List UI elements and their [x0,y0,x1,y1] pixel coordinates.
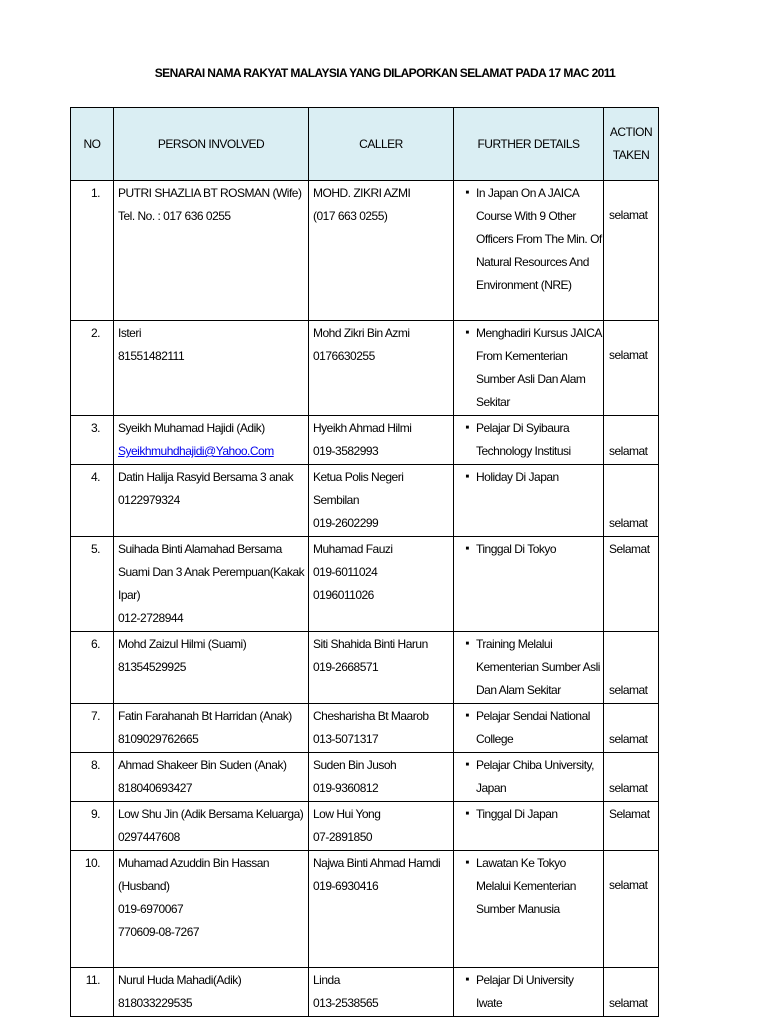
details-cell [454,968,604,1017]
person-name: Mohd Zaizul Hilmi (Suami) [118,637,247,651]
bullet-icon: ■ [465,860,469,866]
person-cell [114,181,309,321]
row-number: 3. [71,416,114,465]
person-cell [114,968,309,1017]
header-caller: CALLER [309,108,454,181]
details-cell [454,632,604,704]
person-cell [114,416,309,465]
details-cell [454,465,604,537]
details-text: Pelajar Di University Iwate [476,973,574,1010]
person-phone: 012-2728944 [118,611,184,625]
header-person: PERSON INVOLVED [114,108,309,181]
details-text: Pelajar Sendai National College [476,709,590,746]
caller-phone: 013-2538565 [313,996,379,1010]
caller-cell [309,181,454,321]
bullet-icon: ■ [465,330,469,336]
person-name: Ahmad Shakeer Bin Suden (Anak) [118,758,287,772]
caller-phone: 019-6011024 [313,565,378,579]
action-cell: selamat [604,851,659,968]
caller-phone: 019-3582993 [313,444,379,458]
table-row [71,416,659,465]
row-number: 7. [71,704,114,753]
row-number: 6. [71,632,114,704]
header-action-line2: TAKEN [612,148,650,162]
person-phone: 81551482111 [118,349,185,363]
person-cell [114,851,309,968]
email-link[interactable]: Syeikhmuhdhajidi@Yahoo.Com [118,444,274,458]
caller-phone: 019-2668571 [313,660,379,674]
details-text: Pelajar Chiba University, Japan [476,758,594,795]
caller-name: Najwa Binti Ahmad Hamdi [313,856,441,870]
action-cell: selamat [604,321,659,416]
action-cell: selamat [604,753,659,802]
person-cell [114,704,309,753]
person-cell [114,537,309,632]
details-text: Training Melalui Kementerian Sumber Asli Dan Alam Sekitar [476,637,600,697]
document-title: SENARAI NAMA RAKYAT MALAYSIA YANG DILAPORKAN SELAMAT PADA 17 MAC 2011 [154,66,616,80]
caller-name: Suden Bin Jusoh [313,758,397,772]
table-row [71,537,659,632]
person-cell [114,632,309,704]
details-text: Lawatan Ke Tokyo Melalui Kementerian Sumber Manusia [476,856,576,916]
details-text: Tinggal Di Japan [476,807,558,821]
caller-phone: 013-5071317 [313,732,379,746]
caller-cell [309,851,454,968]
table-row [71,704,659,753]
row-number: 2. [71,321,114,416]
person-phone: Tel. No. : 017 636 0255 [118,209,231,223]
details-cell [454,851,604,968]
header-action-line1: ACTION [609,125,653,139]
caller-cell [309,321,454,416]
person-name: Nurul Huda Mahadi(Adik) [118,973,242,987]
row-number: 4. [71,465,114,537]
person-name: Datin Halija Rasyid Bersama 3 anak [118,470,294,484]
table-row [71,465,659,537]
person-name: Isteri [118,326,142,340]
details-text: In Japan On A JAICA Course With 9 Other Officers From The Min. Of Natural Resources And Environment (NRE) [476,186,602,292]
details-cell [454,537,604,632]
details-cell [454,753,604,802]
details-cell [454,704,604,753]
person-cell [114,465,309,537]
caller-cell [309,704,454,753]
caller-phone: 0176630255 [313,349,375,363]
row-number: 10. [71,851,114,968]
caller-phone-alt: 0196011026 [313,588,374,602]
caller-cell [309,537,454,632]
caller-cell [309,416,454,465]
person-phone: 81354529925 [118,660,186,674]
caller-name: Siti Shahida Binti Harun [313,637,428,651]
table-row [71,632,659,704]
row-number: 5. [71,537,114,632]
person-name: Low Shu Jin (Adik Bersama Keluarga) [118,807,304,821]
table-row [71,851,659,968]
person-phone: 0122979324 [118,493,180,507]
row-number: 8. [71,753,114,802]
person-phone: 0297447608 [118,830,180,844]
details-cell [454,416,604,465]
bullet-icon: ■ [465,713,469,719]
caller-cell [309,632,454,704]
table-row [71,321,659,416]
caller-phone: 019-9360812 [313,781,379,795]
person-name: Syeikh Muhamad Hajidi (Adik) [118,421,265,435]
caller-phone: 019-6930416 [313,879,379,893]
bullet-icon: ■ [465,762,469,768]
header-details: FURTHER DETAILS [454,108,604,181]
details-text: Holiday Di Japan [476,470,559,484]
details-text: Menghadiri Kursus JAICA From Kementerian Sumber Asli Dan Alam Sekitar [476,326,602,409]
action-cell: selamat [604,704,659,753]
caller-name: Ketua Polis Negeri Sembilan [313,470,404,507]
details-text: Pelajar Di Syibaura Technology Institusi [476,421,571,458]
table-row [71,753,659,802]
header-action [604,108,659,181]
details-cell [454,321,604,416]
caller-cell [309,802,454,851]
details-text: Tinggal Di Tokyo [476,542,557,556]
action-cell: Selamat [604,537,659,632]
bullet-icon: ■ [465,977,469,983]
caller-name: Chesharisha Bt Maarob [313,709,429,723]
table-row [71,802,659,851]
caller-name: Low Hui Yong [313,807,381,821]
header-no: NO [71,108,114,181]
caller-name: Mohd Zikri Bin Azmi [313,326,410,340]
person-cell [114,802,309,851]
person-phone: 818040693427 [118,781,193,795]
action-cell: selamat [604,181,659,321]
caller-phone: 019-2602299 [313,516,379,530]
person-cell [114,321,309,416]
details-cell [454,802,604,851]
action-cell: Selamat [604,802,659,851]
caller-name: MOHD. ZIKRI AZMI [313,186,411,200]
caller-name: Linda [313,973,340,987]
caller-name: Hyeikh Ahmad Hilmi [313,421,412,435]
bullet-icon: ■ [465,546,469,552]
bullet-icon: ■ [465,190,469,196]
person-name: PUTRI SHAZLIA BT ROSMAN (Wife) [118,186,302,200]
person-phone: 818033229535 [118,996,193,1010]
person-name: Suihada Binti Alamahad Bersama Suami Dan 3 Anak Perempuan(Kakak Ipar) [118,542,305,602]
action-cell: selamat [604,465,659,537]
caller-name: Muhamad Fauzi [313,542,393,556]
caller-cell [309,753,454,802]
row-number: 11. [71,968,114,1017]
caller-cell [309,465,454,537]
person-name: Muhamad Azuddin Bin Hassan (Husband) [118,856,270,893]
person-phone: 8109029762665 [118,732,199,746]
action-cell: selamat [604,968,659,1017]
bullet-icon: ■ [465,811,469,817]
details-cell [454,181,604,321]
person-id-number: 770609-08-7267 [118,925,200,939]
bullet-icon: ■ [465,641,469,647]
bullet-icon: ■ [465,474,469,480]
action-cell: selamat [604,416,659,465]
caller-phone: 07-2891850 [313,830,373,844]
table-row [71,968,659,1017]
row-number: 9. [71,802,114,851]
action-cell: selamat [604,632,659,704]
header-row [71,108,659,181]
person-cell [114,753,309,802]
report-table [70,107,659,1017]
table-row [71,181,659,321]
person-name: Fatin Farahanah Bt Harridan (Anak) [118,709,292,723]
person-phone: 019-6970067 [118,902,184,916]
caller-phone: (017 663 0255) [313,209,388,223]
bullet-icon: ■ [465,425,469,431]
caller-cell [309,968,454,1017]
row-number: 1. [71,181,114,321]
